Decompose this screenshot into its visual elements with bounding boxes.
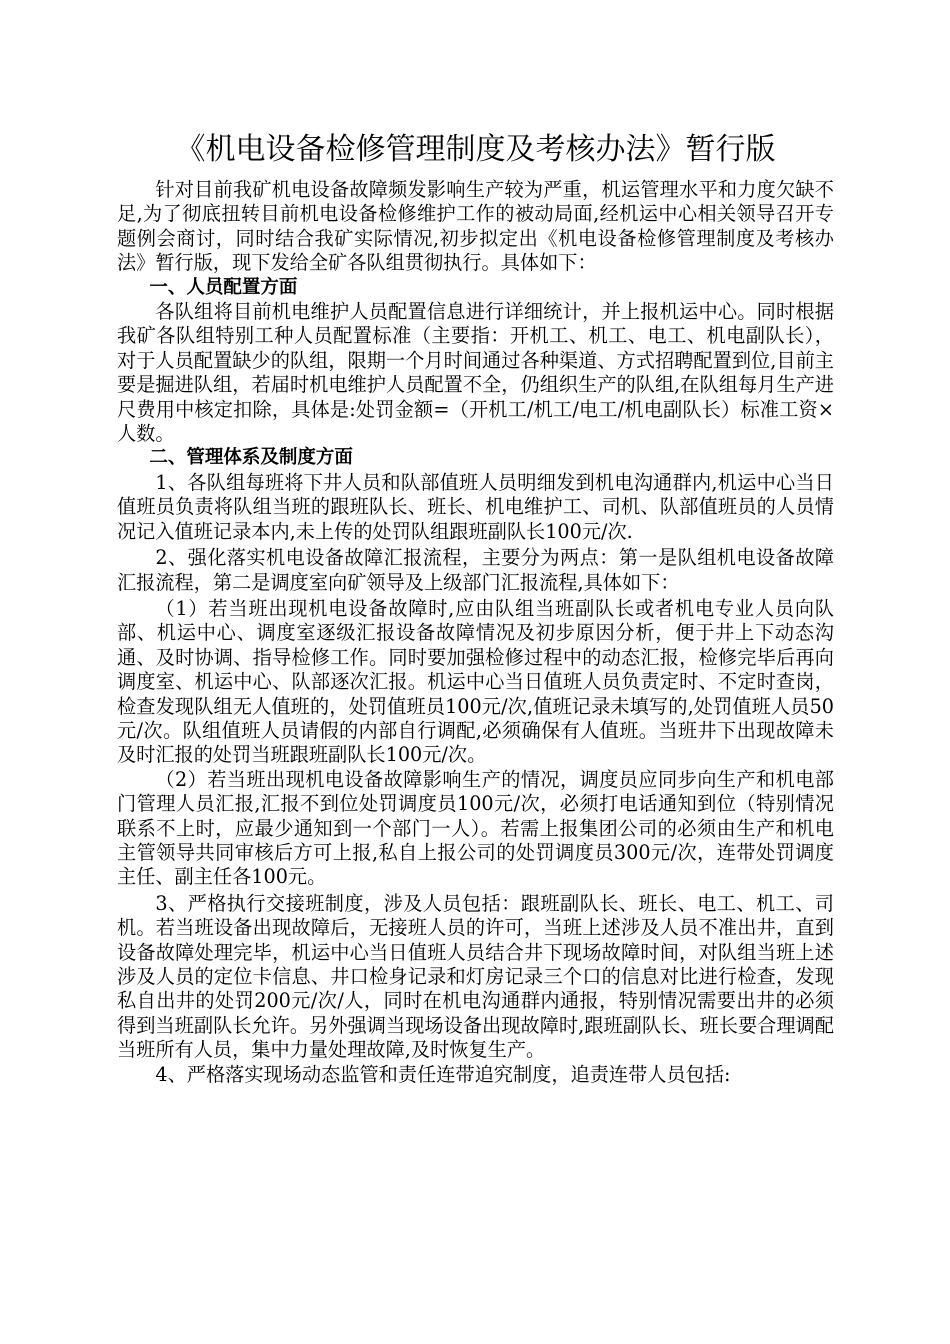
section-heading-management: 二、管理体系及制度方面 bbox=[149, 447, 353, 469]
item-3-paragraph: 3、严格执行交接班制度，涉及人员包括：跟班副队长、班长、电工、机工、司机。若当班设备出现故障后，无接班人员的许可，当班上述涉及人员不准出井，直到设备故障处理完毕，机运中心当日值班人员结合井下现场故障时间，对队组当班上述涉及人员的定位卡信息、井口检身记录和灯房记录三个口的信息对比进行检查，发现私自出井的处罚200元/次/人，同时在机电沟通群内通报，特别情况需要出井的必须得到当班副队长允许。另外强调当现场设备出现故障时,跟班副队长、班长要合理调配当班所有人员，集中力量处理故障,及时恢复生产。 bbox=[117, 891, 834, 1062]
item-2-sub-1-paragraph: （1）若当班出现机电设备故障时,应由队组当班副队长或者机电专业人员向队部、机运中心、调度室逐级汇报设备故障情况及初步原因分析，便于井上下动态沟通、及时协调、指导检修工作。同时要加强检修过程中的动态汇报，检修完毕后再向调度室、机运中心、队部逐次汇报。机运中心当日值班人员负责定时、不定时查岗，检查发现队组无人值班的，处罚值班员100元/次,值班记录未填写的,处罚值班人员50元/次。队组值班人员请假的内部自行调配,必须确保有人值班。当班井下出现故障未及时汇报的处罚当班跟班副队长100元/次。 bbox=[117, 596, 834, 767]
item-4-paragraph: 4、严格落实现场动态监管和责任连带追究制度，追责连带人员包括: bbox=[155, 1062, 731, 1086]
item-2-sub-2-paragraph: （2）若当班出现机电设备故障影响生产的情况，调度员应同步向生产和机电部门管理人员汇报,汇报不到位处罚调度员100元/次，必须打电话通知到位（特别情况联系不上时，应最少通知到一个部门一人）。若需上报集团公司的必须由生产和机电主管领导共同审核后方可上报,私自上报公司的处罚调度员300元/次，连带处罚调度主任、副主任各100元。 bbox=[117, 767, 834, 889]
personnel-paragraph: 各队组将目前机电维护人员配置信息进行详细统计，并上报机运中心。同时根据我矿各队组特别工种人员配置标准（主要指：开机工、机工、电工、机电副队长），对于人员配置缺少的队组，限期一个月时间通过各种渠道、方式招聘配置到位,目前主要是掘进队组，若届时机电维护人员配置不全，仍组织生产的队组,在队组每月生产进尺费用中核定扣除，具体是:处罚金额=（开机工/机工/电工/机电副队长）标准工资×人数。 bbox=[117, 300, 834, 446]
item-2-paragraph: 2、强化落实机电设备故障汇报流程，主要分为两点：第一是队组机电设备故障汇报流程，第二是调度室向矿领导及上级部门汇报流程,具体如下： bbox=[117, 546, 834, 594]
intro-paragraph: 针对目前我矿机电设备故障频发影响生产较为严重，机运管理水平和力度欠缺不足,为了彻底扭转目前机电设备检修维护工作的被动局面,经机运中心相关领导召开专题例会商讨，同时结合我矿实际情况,初步拟定出《机电设备检修管理制度及考核办法》暂行版，现下发给全矿各队组贯彻执行。具体如下： bbox=[117, 178, 834, 275]
item-1-paragraph: 1、各队组每班将下井人员和队部值班人员明细发到机电沟通群内,机运中心当日值班员负责将队组当班的跟班队长、班长、机电维护工、司机、队部值班员的人员情况记入值班记录本内,未上传的处罚队组跟班副队长100元/次. bbox=[117, 470, 834, 543]
document-page bbox=[117, 128, 834, 1087]
section-heading-personnel: 一、人员配置方面 bbox=[149, 276, 298, 298]
document-title: 《机电设备检修管理制度及考核办法》暂行版 bbox=[175, 132, 776, 167]
